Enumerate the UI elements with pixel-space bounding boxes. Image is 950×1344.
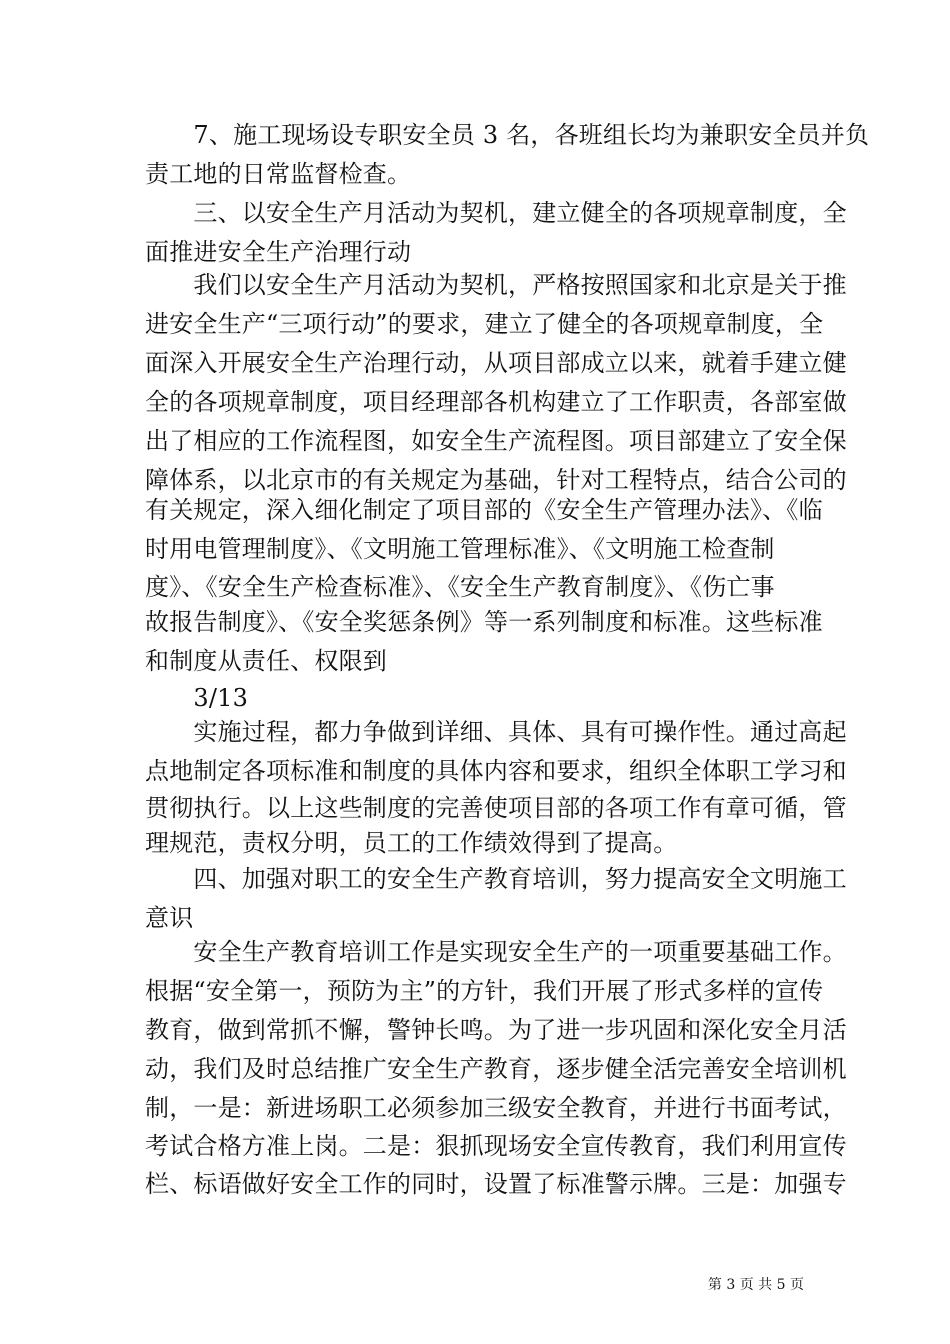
text-line: 故报告制度》、《安全奖惩条例》等一系列制度和标准。这些标准	[145, 608, 823, 636]
text-line: 根据“安全第一，预防为主”的方针，我们开展了形式多样的宣传	[145, 977, 824, 1005]
text-line: 动，我们及时总结推广安全生产教育，逐步健全活完善安全培训机	[145, 1055, 847, 1083]
page-marker: 3/13	[145, 684, 249, 712]
text-line: 障体系，以北京市的有关规定为基础，针对工程特点，结合公司的	[145, 466, 847, 494]
text-line: 考试合格方准上岗。二是：狠抓现场安全宣传教育，我们利用宣传	[145, 1132, 847, 1160]
text-line: 责工地的日常监督检查。	[145, 160, 412, 188]
text-line: 实施过程，都力争做到详细、具体、具有可操作性。通过高起	[145, 718, 847, 746]
text-line: 进安全生产“三项行动”的要求，建立了健全的各项规章制度，全	[145, 310, 824, 338]
page-number-footer: 第 3 页 共 5 页	[707, 1277, 804, 1293]
text-line: 出了相应的工作流程图，如安全生产流程图。项目部建立了安全保	[145, 427, 847, 455]
text-line: 全的各项规章制度，项目经理部各机构建立了工作职责，各部室做	[145, 388, 847, 416]
text-line: 度》、《安全生产检查标准》、《安全生产教育制度》、《伤亡事	[145, 573, 775, 601]
text-line: 点地制定各项标准和制度的具体内容和要求，组织全体职工学习和	[145, 757, 847, 785]
text-line: 制，一是：新进场职工必须参加三级安全教育，并进行书面考试，	[145, 1094, 847, 1122]
text-line: 有关规定，深入细化制定了项目部的《安全生产管理办法》、《临	[145, 496, 823, 524]
text-line: 贯彻执行。以上这些制度的完善使项目部的各项工作有章可循，管	[145, 794, 847, 822]
text-line: 安全生产教育培训工作是实现安全生产的一项重要基础工作。	[145, 938, 847, 966]
text-line: 我们以安全生产月活动为契机，严格按照国家和北京是关于推	[145, 271, 847, 299]
text-line: 7、施工现场设专职安全员 3 名，各班组长均为兼职安全员并负	[145, 121, 870, 149]
text-line: 栏、标语做好安全工作的同时，设置了标准警示牌。三是：加强专	[145, 1170, 847, 1198]
section-heading: 三、以安全生产月活动为契机，建立健全的各项规章制度，全	[145, 199, 847, 227]
section-heading: 面推进安全生产治理行动	[145, 238, 412, 266]
text-line: 和制度从责任、权限到	[145, 647, 387, 675]
text-line: 教育，做到常抓不懈，警钟长鸣。为了进一步巩固和深化安全月活	[145, 1016, 847, 1044]
section-heading: 四、加强对职工的安全生产教育培训，努力提高安全文明施工	[145, 865, 847, 893]
text-line: 理规范，责权分明，员工的工作绩效得到了提高。	[145, 829, 678, 857]
section-heading: 意识	[145, 904, 194, 932]
text-line: 时用电管理制度》、《文明施工管理标准》、《文明施工检查制	[145, 535, 775, 563]
text-line: 面深入开展安全生产治理行动，从项目部成立以来，就着手建立健	[145, 349, 847, 377]
